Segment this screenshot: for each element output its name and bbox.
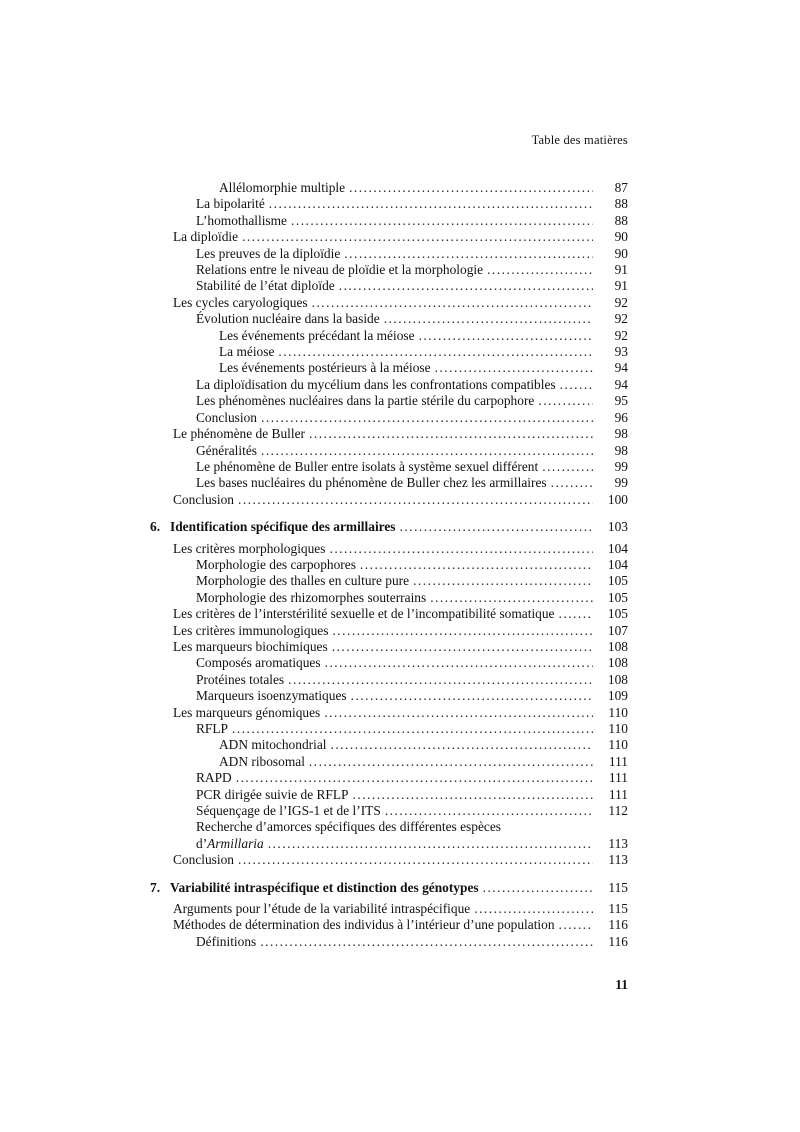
toc-leader-dots [474,901,593,917]
toc-entry [150,573,628,589]
toc-leader-dots [269,196,593,212]
toc-leader-dots [261,410,593,426]
toc-leader-dots [268,836,593,852]
toc-entry [150,672,628,688]
toc-entry-page: 105 [607,573,628,589]
toc-leader-dots [360,557,593,573]
toc-entry [150,360,628,376]
toc-entry-label: Conclusion [173,852,235,868]
toc-entry-label: Les preuves de la diploïdie [196,245,341,261]
toc-entry [150,475,628,491]
toc-leader-dots [332,623,593,639]
toc-entry-label: Protéines totales [196,671,285,687]
toc-entry-label: Les événements postérieurs à la méiose [219,360,431,376]
toc-entry-page: 92 [614,294,628,310]
chapter-number: 7. [150,879,161,895]
toc-entry [150,688,628,704]
chapter-number: 6. [150,519,161,535]
toc-entry [150,311,628,327]
toc-entry [150,295,628,311]
toc-entry-page: 92 [614,327,628,343]
toc-leader-dots [324,705,593,721]
toc-entry [150,606,628,622]
toc-leader-dots [351,688,593,704]
toc-entry [150,196,628,212]
toc-leader-dots [384,311,593,327]
toc-leader-dots [309,754,593,770]
toc-entry-page: 105 [607,606,628,622]
toc-entry-page: 105 [607,589,628,605]
toc-entry-label: RAPD [196,770,232,786]
toc-leader-dots [309,426,593,442]
toc-entry-page: 90 [614,229,628,245]
toc-entry-label-italic: Armillaria [207,835,264,851]
toc-entry [150,443,628,459]
toc-entry-page: 98 [614,442,628,458]
toc-entry-page: 103 [607,519,628,535]
toc-entry-page: 94 [614,360,628,376]
toc-entry-page: 107 [607,622,628,638]
toc-leader-dots [339,278,593,294]
toc-entry-page: 88 [614,212,628,228]
toc-entry-label: ADN ribosomal [219,753,305,769]
toc-entry [150,262,628,278]
toc-entry-page: 99 [614,475,628,491]
toc-entry-label: Les critères immunologiques [173,622,329,638]
toc-entry-page: 88 [614,196,628,212]
toc-entry-page: 98 [614,426,628,442]
toc-entry-label: La bipolarité [196,196,265,212]
toc-leader-dots [349,180,593,196]
toc-entry-label: RFLP [196,721,229,736]
toc-entry-label: Stabilité de l’état diploïde [196,278,335,294]
toc-entry-page: 108 [607,671,628,687]
toc-entry-page: 112 [608,803,628,819]
toc-entry-label: Le phénomène de Buller [173,426,305,442]
toc-entry-page: 90 [614,245,628,261]
toc-entry-page: 116 [608,917,628,933]
toc-entry [150,655,628,671]
toc-entry [150,590,628,606]
toc-list [150,180,628,950]
toc-entry-label: Marqueurs isoenzymatiques [196,688,347,704]
page-number: 11 [615,977,628,992]
toc-entry [150,754,628,770]
toc-leader-dots [542,459,593,475]
toc-entry-label: Variabilité intraspécifique et distinction des génotypes [170,879,479,895]
toc-leader-dots [278,344,593,360]
toc-entry-label: Les bases nucléaires du phénomène de Buller chez les armillaires [196,475,547,491]
toc-entry-page: 87 [614,180,628,195]
toc-entry [150,229,628,245]
toc-entry-page: 104 [607,556,628,572]
toc-leader-dots [260,934,593,950]
toc-entry-label: Relations entre le niveau de ploïdie et la morphologie [196,262,484,278]
toc-entry-label: La diploïdisation du mycélium dans les confrontations compatibles [196,376,556,392]
toc-entry-page: 110 [608,721,628,736]
toc-entry-page: 104 [607,540,628,556]
toc-entry-page: 99 [614,458,628,474]
toc-entry-page: 95 [614,393,628,409]
toc-entry-label: Définitions [196,933,257,949]
toc-entry [150,934,628,950]
toc-entry [150,180,628,196]
toc-entry-label [196,836,264,852]
toc-entry-label: Identification spécifique des armillaires [170,519,396,535]
toc-leader-dots [419,328,593,344]
toc-entry-page: 111 [608,753,628,769]
toc-entry-page: 96 [614,409,628,425]
toc-entry-page: 113 [608,835,628,851]
toc-entry [150,705,628,721]
toc-entry-label: Méthodes de détermination des individus à l’intérieur d’une population [173,917,555,933]
toc-entry-page: 111 [608,786,628,802]
toc-entry [150,377,628,393]
toc-leader-dots [483,880,593,896]
toc-entry-label: Séquençage de l’IGS-1 et de l’ITS [196,803,381,819]
toc-entry-page: 108 [607,655,628,671]
toc-entry-page: 109 [607,688,628,704]
toc-leader-dots [435,360,593,376]
toc-chapter-entry [150,880,628,896]
toc-entry-page: 115 [608,879,628,895]
toc-leader-dots [559,917,593,933]
toc-entry-label: La diploïdie [173,229,239,245]
toc-entry-page: 110 [608,737,628,753]
toc-leader-dots [330,737,593,753]
toc-entry [150,557,628,573]
toc-leader-dots [430,590,593,606]
toc-entry [150,459,628,475]
toc-entry [150,721,628,737]
toc-entry-label: Morphologie des thalles en culture pure [196,573,410,589]
toc-leader-dots [232,721,593,737]
toc-leader-dots [236,770,593,786]
toc-leader-dots [413,573,593,589]
toc-entry-label: ADN mitochondrial [219,737,327,753]
toc-entry [150,492,628,508]
toc-leader-dots [291,213,593,229]
toc-entry-label-part: d’ [196,835,208,851]
running-header: Table des matières [531,133,628,147]
toc-leader-dots [487,262,593,278]
toc-leader-dots [332,639,593,655]
toc-leader-dots [238,852,593,868]
toc-leader-dots [288,672,593,688]
toc-leader-dots [400,519,593,535]
toc-entry [150,836,628,852]
toc-entry [150,328,628,344]
toc-entry [150,246,628,262]
toc-entry-label: L’homothallisme [196,212,288,228]
toc-entry [150,344,628,360]
toc-leader-dots [560,377,593,393]
toc-entry-label: Morphologie des rhizomorphes souterrains [196,589,427,605]
toc-entry-page: 108 [607,638,628,654]
toc-entry [150,917,628,933]
toc-entry [150,852,628,868]
toc-entry [150,901,628,917]
toc-entry-label: PCR dirigée suivie de RFLP [196,786,349,802]
toc-entry-label: Les marqueurs génomiques [173,704,321,720]
toc-entry [150,393,628,409]
toc-leader-dots [325,655,593,671]
toc-entry-label: Recherche d’amorces spécifiques des différentes espèces [196,819,501,835]
toc-entry [150,410,628,426]
toc-entry-label: Arguments pour l’étude de la variabilité intraspécifique [173,901,471,917]
toc-entry-page: 93 [614,344,628,360]
toc-entry-page: 92 [614,311,628,327]
toc-entry [150,787,628,803]
toc-entry [150,623,628,639]
toc-entry-label: La méiose [219,344,275,360]
toc-entry-label: Morphologie des carpophores [196,556,356,572]
toc-entry-label: Les phénomènes nucléaires dans la partie stérile du carpophore [196,393,535,409]
toc-entry [150,770,628,786]
toc-entry-label: Conclusion [196,409,258,425]
toc-entry-page: 116 [608,933,628,949]
toc-leader-dots [538,393,593,409]
toc-entry [150,213,628,229]
toc-entry-page: 111 [608,770,628,786]
toc-entry-label: Allélomorphie multiple [219,180,346,195]
toc-entry-page: 110 [608,704,628,720]
toc-entry [150,819,628,835]
toc-entry-label: Les critères de l’interstérilité sexuelle et de l’incompatibilité somatique [173,606,555,622]
toc-leader-dots [242,229,593,245]
toc-entry [150,803,628,819]
toc-entry-label: Évolution nucléaire dans la baside [196,311,380,327]
toc-leader-dots [329,541,593,557]
toc-entry [150,541,628,557]
toc-entry-label: Les cycles caryologiques [173,294,308,310]
toc-leader-dots [312,295,593,311]
toc-chapter-entry [150,519,628,535]
toc-entry-label: Les événements précédant la méiose [219,327,415,343]
toc-entry [150,737,628,753]
toc-entry-page: 113 [608,852,628,868]
toc-entry-label: Les marqueurs biochimiques [173,638,328,654]
toc-entry-label: Les critères morphologiques [173,540,326,556]
toc-leader-dots [238,492,593,508]
toc-entry-page: 115 [608,901,628,917]
toc-entry-label: Généralités [196,442,257,458]
toc-entry [150,426,628,442]
toc-entry-page: 91 [614,262,628,278]
toc-entry-page: 100 [607,491,628,507]
toc-leader-dots [353,787,593,803]
toc-entry [150,639,628,655]
toc-entry-page: 94 [614,376,628,392]
toc-entry-label: Le phénomène de Buller entre isolats à système sexuel différent [196,458,539,474]
toc-entry [150,278,628,294]
toc-entry-label: Conclusion [173,491,235,507]
toc-leader-dots [261,443,593,459]
toc-entry-label: Composés aromatiques [196,655,321,671]
toc-leader-dots [344,246,593,262]
toc-leader-dots [551,475,593,491]
toc-entry-page: 91 [614,278,628,294]
toc-leader-dots [559,606,594,622]
toc-leader-dots [385,803,593,819]
